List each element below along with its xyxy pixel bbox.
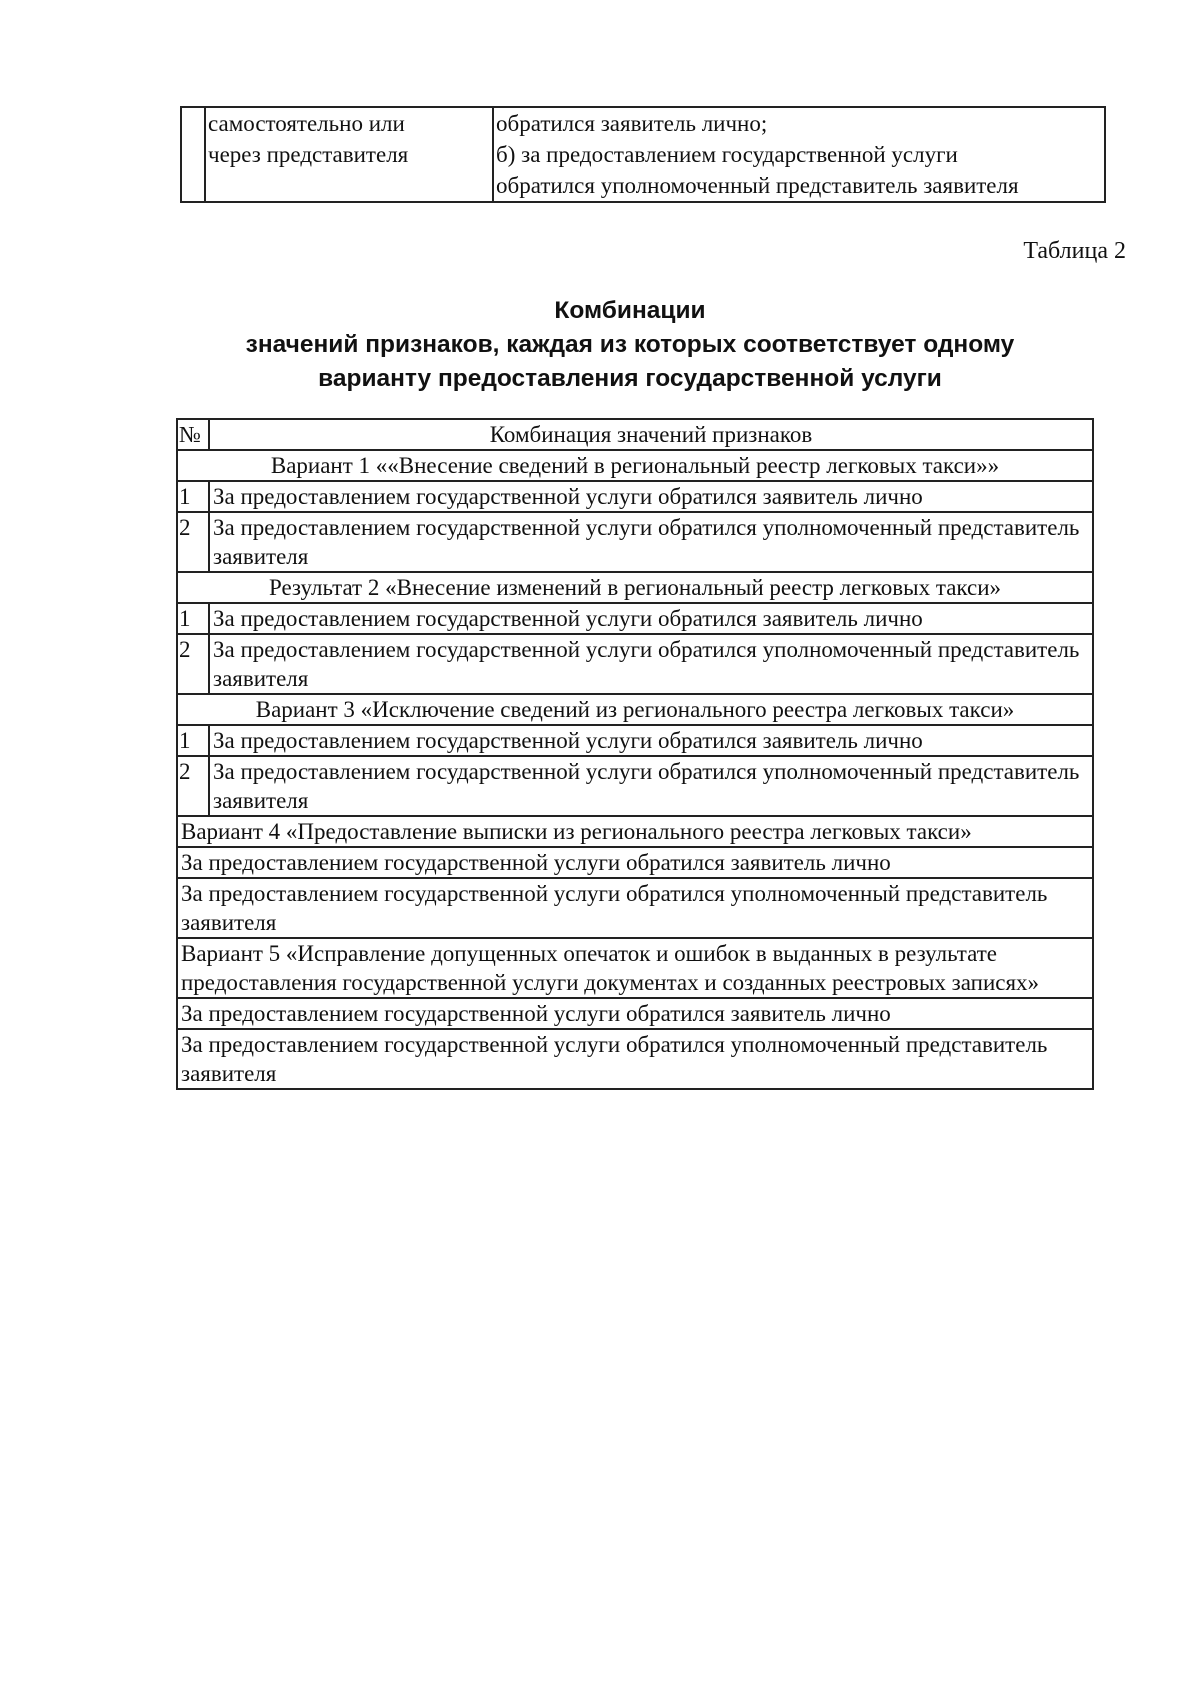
combination-text: За предоставлением государственной услуги обратился уполномоченный представитель заявителя bbox=[209, 634, 1093, 694]
variant-title: Вариант 1 ««Внесение сведений в региональный реестр легковых такси»» bbox=[177, 450, 1093, 481]
table-row bbox=[177, 1029, 1093, 1089]
table-header-row bbox=[177, 419, 1093, 450]
description-line: обратился заявитель лично; bbox=[496, 111, 768, 136]
table-row bbox=[181, 107, 1105, 202]
variant-header-row bbox=[177, 572, 1093, 603]
combination-text: За предоставлением государственной услуги обратился уполномоченный представитель заявителя bbox=[209, 756, 1093, 816]
row-number: 2 bbox=[177, 756, 209, 816]
variant-header-row bbox=[177, 816, 1093, 847]
table-heading bbox=[160, 294, 1100, 396]
description-line: б) за предоставлением государственной услуги bbox=[496, 142, 958, 167]
variant-header-row bbox=[177, 694, 1093, 725]
criterion-value-cell bbox=[205, 107, 493, 202]
variant-title: Вариант 5 «Исправление допущенных опечаток и ошибок в выданных в результате предоставления государственной услуги документах и созданных реестровых записях» bbox=[177, 938, 1093, 998]
variant-header-row bbox=[177, 450, 1093, 481]
table-row bbox=[177, 634, 1093, 694]
variant-title: Вариант 4 «Предоставление выписки из регионального реестра легковых такси» bbox=[177, 816, 1093, 847]
combination-text: За предоставлением государственной услуги обратился уполномоченный представитель заявителя bbox=[177, 1029, 1093, 1089]
empty-cell bbox=[181, 107, 205, 202]
heading-line: значений признаков, каждая из которых соответствует одному bbox=[245, 331, 1015, 358]
row-number: 1 bbox=[177, 481, 209, 512]
combination-column-header: Комбинация значений признаков bbox=[209, 419, 1093, 450]
criterion-description-cell bbox=[493, 107, 1105, 202]
description-line: обратился уполномоченный представитель заявителя bbox=[496, 173, 1019, 198]
combination-text: За предоставлением государственной услуги обратился уполномоченный представитель заявителя bbox=[209, 512, 1093, 572]
heading-line: Комбинации bbox=[554, 297, 706, 324]
variant-title: Результат 2 «Внесение изменений в региональный реестр легковых такси» bbox=[177, 572, 1093, 603]
variant-header-row bbox=[177, 938, 1093, 998]
row-number: 1 bbox=[177, 603, 209, 634]
table-row bbox=[177, 603, 1093, 634]
combinations-table bbox=[176, 418, 1094, 1090]
table-number-label: Таблица 2 bbox=[1023, 238, 1126, 264]
variant-title: Вариант 3 «Исключение сведений из регионального реестра легковых такси» bbox=[177, 694, 1093, 725]
row-number: 2 bbox=[177, 634, 209, 694]
heading-line: варианту предоставления государственной услуги bbox=[318, 365, 942, 392]
combinations-table-body bbox=[177, 419, 1093, 1089]
table-row bbox=[177, 512, 1093, 572]
combination-text: За предоставлением государственной услуги обратился заявитель лично bbox=[209, 481, 1093, 512]
row-number: 2 bbox=[177, 512, 209, 572]
row-number: 1 bbox=[177, 725, 209, 756]
table-row bbox=[177, 725, 1093, 756]
combination-text: За предоставлением государственной услуги обратился заявитель лично bbox=[209, 725, 1093, 756]
combination-text: За предоставлением государственной услуги обратился заявитель лично bbox=[177, 847, 1093, 878]
table-row bbox=[177, 878, 1093, 938]
continuation-table bbox=[180, 106, 1106, 203]
table-row bbox=[177, 998, 1093, 1029]
table-row bbox=[177, 847, 1093, 878]
table-row bbox=[177, 756, 1093, 816]
combination-text: За предоставлением государственной услуги обратился заявитель лично bbox=[209, 603, 1093, 634]
combination-text: За предоставлением государственной услуги обратился заявитель лично bbox=[177, 998, 1093, 1029]
criterion-value-text: самостоятельно или через представителя bbox=[208, 111, 409, 167]
combination-text: За предоставлением государственной услуги обратился уполномоченный представитель заявителя bbox=[177, 878, 1093, 938]
table-row bbox=[177, 481, 1093, 512]
number-column-header: № bbox=[177, 419, 209, 450]
